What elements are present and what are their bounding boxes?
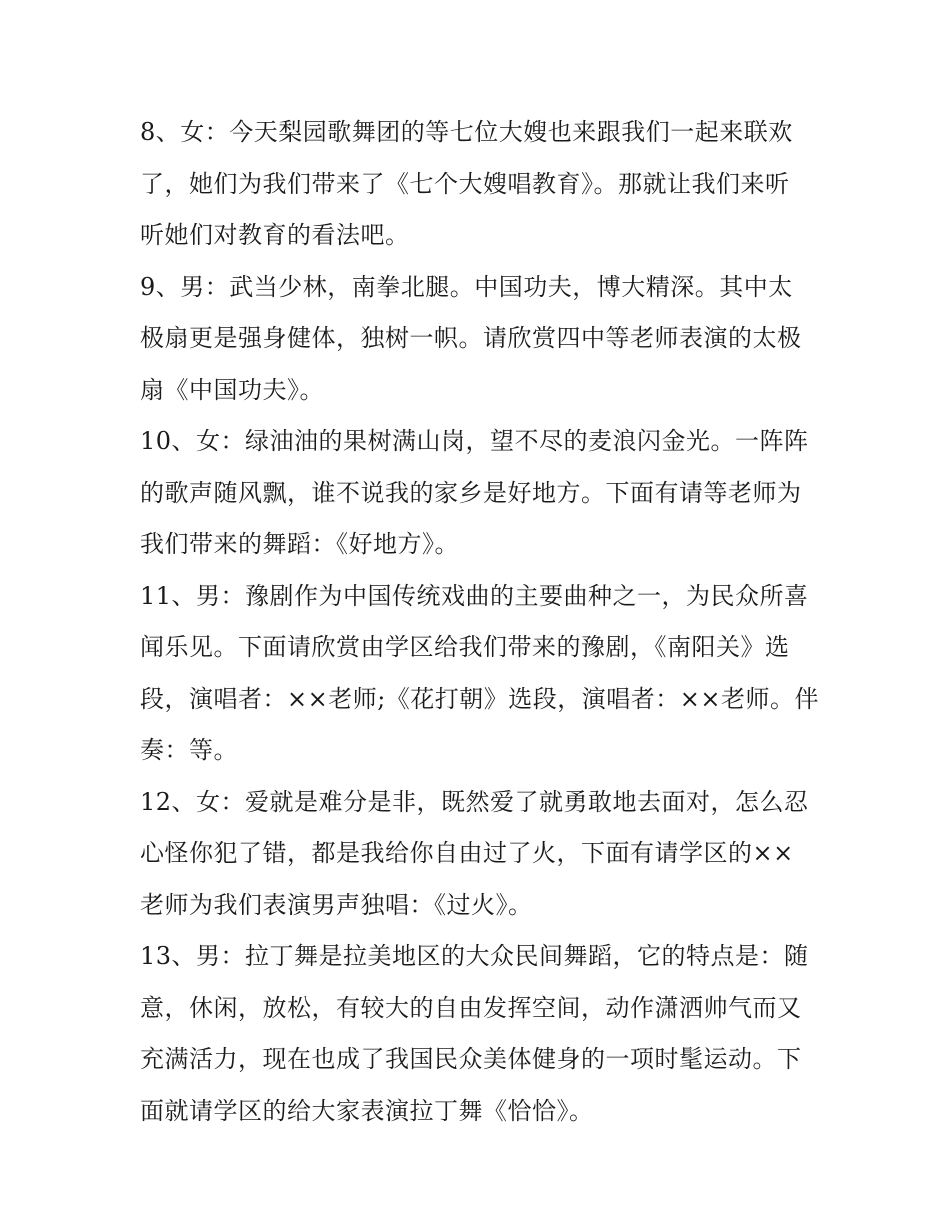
text-line: 了，她们为我们带来了《七个大嫂唱教育》。那就让我们来听 bbox=[140, 169, 790, 198]
paragraph-13 bbox=[140, 931, 820, 1137]
text-line: 奏：等。 bbox=[140, 736, 238, 764]
document-body bbox=[140, 107, 820, 1137]
text-line: 8、女：今天梨园歌舞团的等七位大嫂也来跟我们一起来联欢 bbox=[140, 118, 793, 146]
text-line: 老师为我们表演男声独唱：《过火》。 bbox=[140, 890, 533, 919]
text-line: 面就请学区的给大家表演拉丁舞《恰恰》。 bbox=[140, 1096, 594, 1125]
text-line: 心怪你犯了错，都是我给你自由过了火，下面有请学区的×× bbox=[140, 839, 794, 867]
text-line: 极扇更是强身健体，独树一帜。请欣赏四中等老师表演的太极 bbox=[140, 324, 802, 352]
text-line: 充满活力，现在也成了我国民众美体健身的一项时髦运动。下 bbox=[140, 1045, 802, 1073]
text-line: 闻乐见。下面请欣赏由学区给我们带来的豫剧，《南阳关》选 bbox=[140, 633, 790, 661]
text-line: 12、女：爱就是难分是非，既然爱了就勇敢地去面对，怎么忍 bbox=[140, 787, 809, 816]
text-line: 9、男：武当少林，南拳北腿。中国功夫，博大精深。其中太 bbox=[140, 272, 793, 301]
paragraph-11 bbox=[140, 571, 820, 777]
text-line: 听她们对教育的看法吧。 bbox=[140, 221, 410, 249]
text-line: 意，休闲，放松，有较大的自由发挥空间，动作潇洒帅气而又 bbox=[140, 993, 802, 1022]
text-line: 11、男：豫剧作为中国传统戏曲的主要曲种之一，为民众所喜 bbox=[140, 581, 809, 610]
text-line: 10、女：绿油油的果树满山岗，望不尽的麦浪闪金光。一阵阵 bbox=[140, 427, 809, 455]
text-line: 扇《中国功夫》。 bbox=[140, 375, 324, 404]
paragraph-10 bbox=[140, 416, 820, 571]
text-line: 我们带来的舞蹈：《好地方》。 bbox=[140, 530, 459, 558]
text-line: 13、男：拉丁舞是拉美地区的大众民间舞蹈，它的特点是：随 bbox=[140, 942, 809, 970]
paragraph-9 bbox=[140, 262, 820, 417]
paragraph-8 bbox=[140, 107, 820, 262]
text-line: 段，演唱者：××老师;《花打朝》选段，演唱者：××老师。伴 bbox=[140, 684, 820, 713]
paragraph-12 bbox=[140, 777, 820, 932]
text-line: 的歌声随风飘，谁不说我的家乡是好地方。下面有请等老师为 bbox=[140, 478, 802, 507]
